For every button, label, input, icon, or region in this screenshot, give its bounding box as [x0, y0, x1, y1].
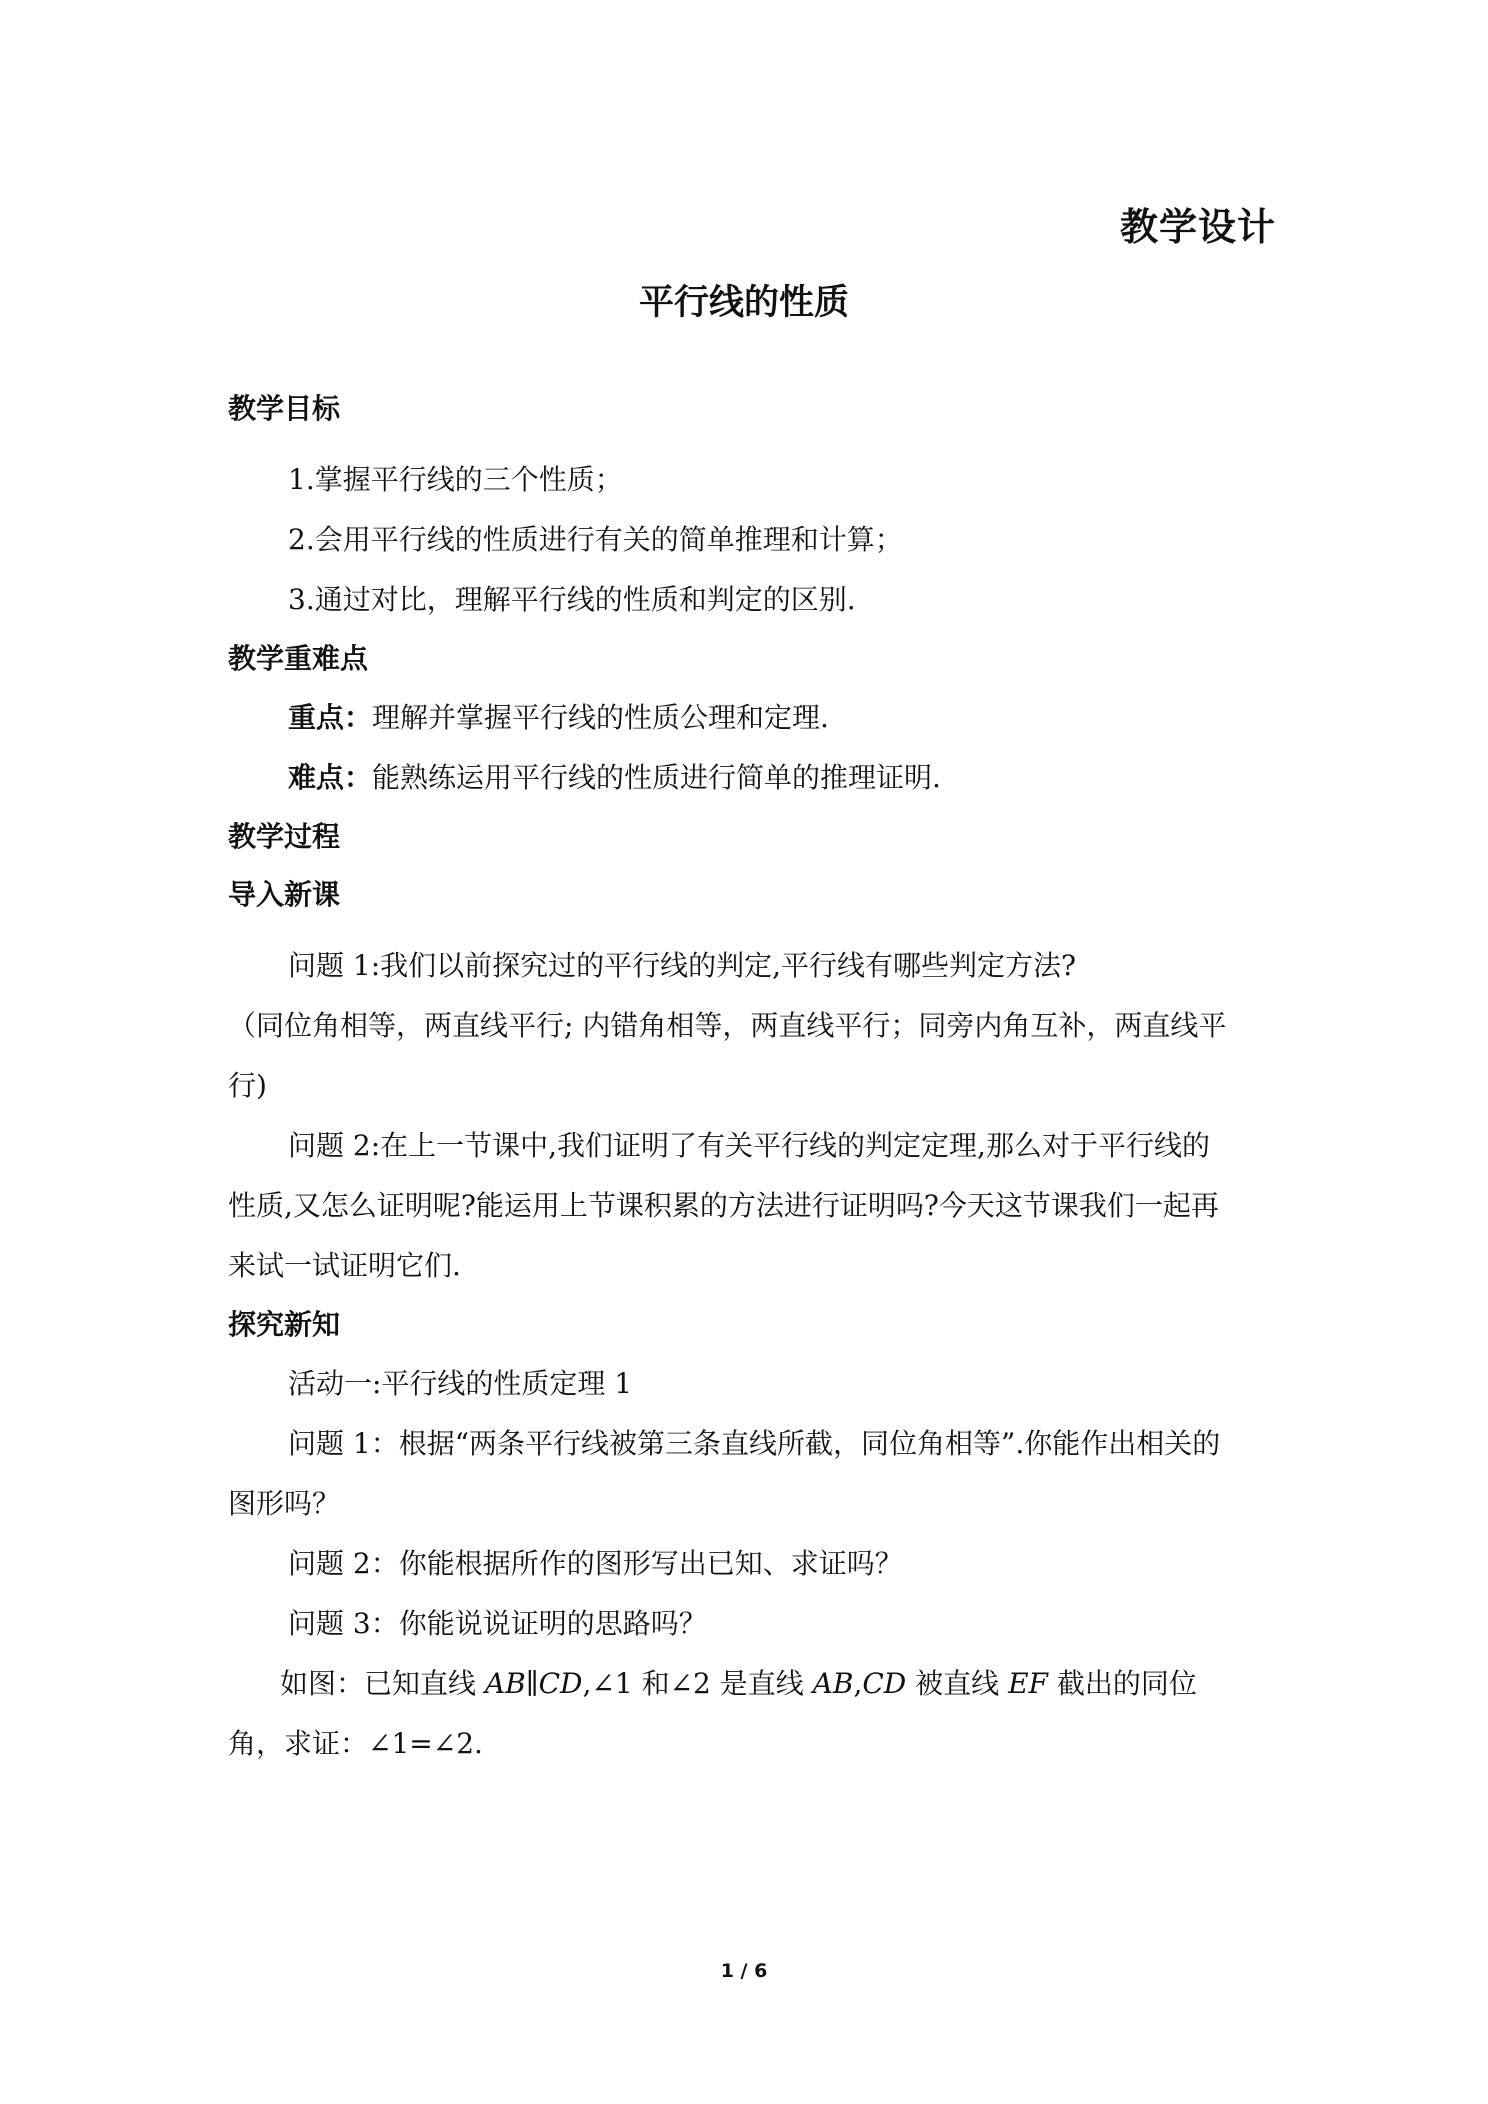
key-point-text: 理解并掌握平行线的性质公理和定理. [372, 701, 829, 734]
proof-line-ef: EF [1008, 1667, 1048, 1700]
objective-item-3: 3.通过对比，理解平行线的性质和判定的区别. [288, 583, 856, 616]
proof-statement [228, 1654, 1230, 1774]
explore-question-1: 问题 1：根据“两条平行线被第三条直线所截，同位角相等”.你能作出相关的图形吗？ [228, 1427, 1221, 1520]
explore-question-3: 问题 3：你能说说证明的思路吗？ [288, 1607, 707, 1640]
difficulty-text: 能熟练运用平行线的性质进行简单的推理证明. [372, 761, 941, 794]
intro-question-2: 问题 2:在上一节课中,我们证明了有关平行线的判定定理,那么对于平行线的性质,又怎么证明呢?能运用上节课积累的方法进行证明吗?今天这节课我们一起再来试一试证明它们. [228, 1129, 1219, 1282]
process-heading: 教学过程 [228, 820, 341, 853]
explore-question-2: 问题 2：你能根据所作的图形写出已知、求证吗？ [288, 1547, 903, 1580]
page-number: 1 / 6 [720, 1960, 768, 1982]
document-type-label: 教学设计 [1119, 205, 1276, 249]
key-point-paragraph [228, 688, 1230, 748]
proof-text-5: 截出的同位角，求证：∠1=∠2. [228, 1667, 1197, 1760]
proof-text-2: ,∠1 和∠2 是直线 [582, 1667, 813, 1700]
lesson-title: 平行线的性质 [638, 283, 849, 323]
proof-line-ab: AB [812, 1667, 854, 1700]
intro-heading: 导入新课 [228, 878, 341, 911]
explore-heading: 探究新知 [228, 1308, 341, 1341]
proof-line-cd: CD [862, 1667, 907, 1700]
difficulty-label: 难点： [288, 761, 373, 794]
intro-question-1-answer: （同位角相等，两直线平行; 内错角相等，两直线平行；同旁内角互补，两直线平行) [228, 1009, 1227, 1102]
proof-parallel-lines: AB∥CD [484, 1667, 583, 1700]
document-body [228, 380, 1230, 1774]
key-point-label: 重点： [288, 701, 373, 734]
objectives-heading: 教学目标 [228, 392, 341, 425]
proof-text-3: , [853, 1667, 863, 1700]
proof-text-4: 被直线 [906, 1667, 1009, 1700]
difficulty-paragraph [228, 748, 1230, 808]
objective-item-2: 2.会用平行线的性质进行有关的简单推理和计算； [288, 523, 903, 556]
intro-question-1: 问题 1:我们以前探究过的平行线的判定,平行线有哪些判定方法? [288, 949, 1077, 982]
activity-title: 活动一:平行线的性质定理 1 [288, 1367, 633, 1400]
objective-item-1: 1.掌握平行线的三个性质； [288, 463, 623, 496]
key-points-heading: 教学重难点 [228, 642, 369, 675]
proof-text-1: 如图：已知直线 [280, 1667, 485, 1700]
